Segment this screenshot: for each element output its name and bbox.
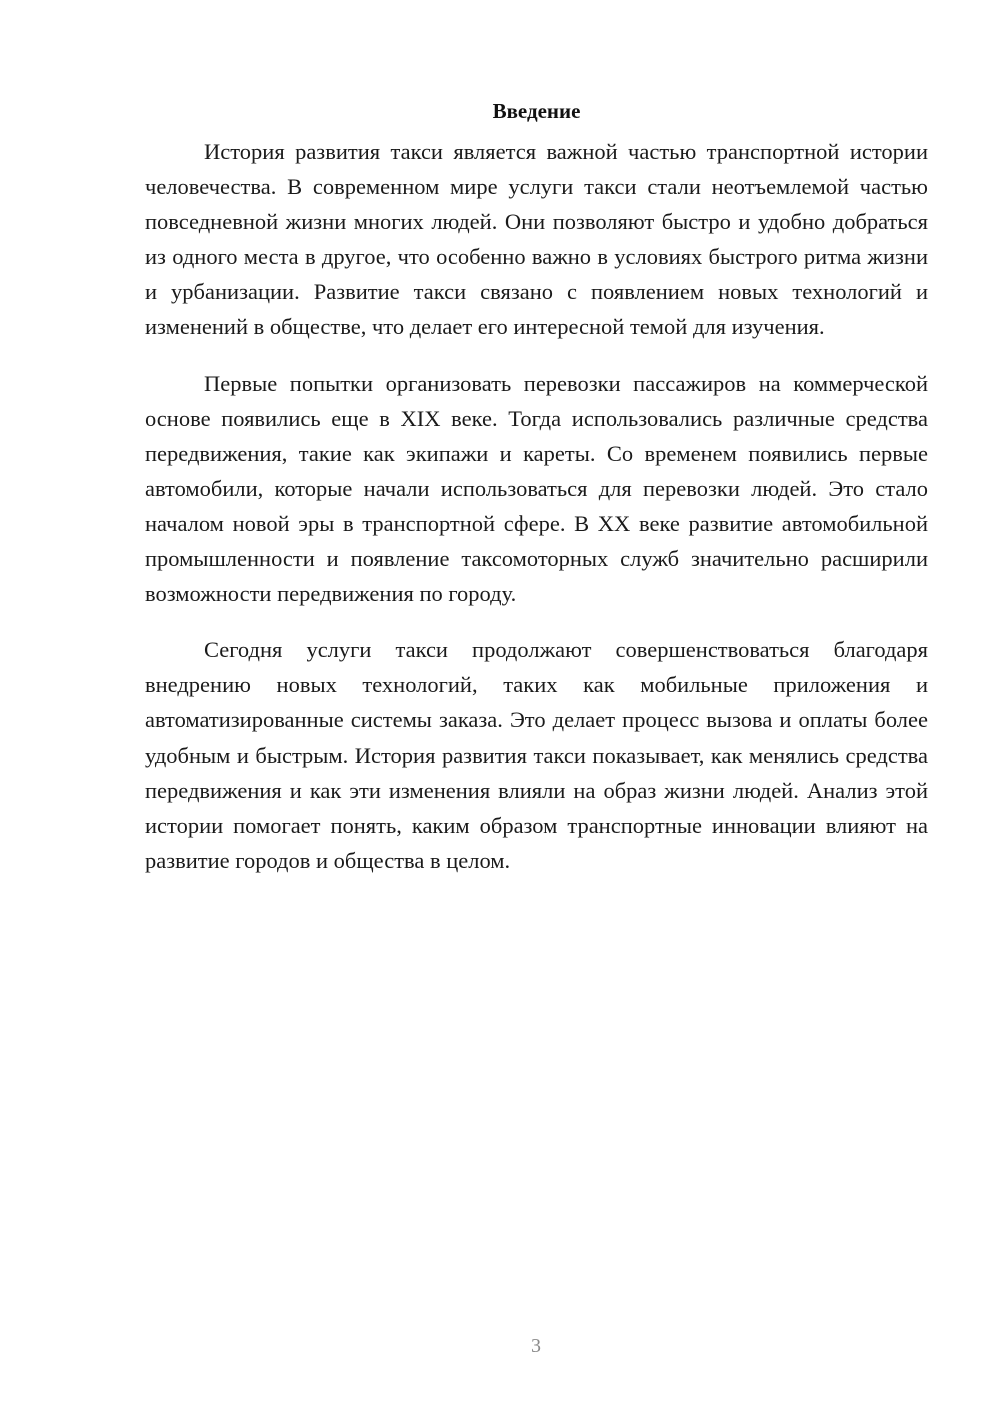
section-heading: Введение [492, 99, 581, 123]
paragraph-1: История развития такси является важной частью транспортной истории человечества. В современном мире услуги такси стали неотъемлемой частью повседневной жизни многих людей. Они позволяют быстро и удобно добраться из одного места в другое, что особенно важно в условиях быстрого ритма жизни и урбанизации. Развитие такси связано с появлением новых технологий и изменений в обществе, что делает его интересной темой для изучения. [145, 139, 928, 340]
page-content [145, 96, 928, 878]
paragraph-3: Сегодня услуги такси продолжают совершенствоваться благодаря внедрению новых технологий, таких как мобильные приложения и автоматизированные системы заказа. Это делает процесс вызова и оплаты более удобным и быстрым. История развития такси показывает, как менялись средства передвижения и как эти изменения влияли на образ жизни людей. Анализ этой истории помогает понять, каким образом транспортные инновации влияют на развитие городов и общества в целом. [145, 637, 928, 873]
page-number: 3 [531, 1335, 541, 1357]
paragraph-2: Первые попытки организовать перевозки пассажиров на коммерческой основе появились еще в XIX веке. Тогда использовались различные средства передвижения, такие как экипажи и кареты. Со временем появились первые автомобили, которые начали использоваться для перевозки людей. Это стало началом новой эры в транспортной сфере. В XX веке развитие автомобильной промышленности и появление таксомоторных служб значительно расширили возможности передвижения по городу. [145, 370, 928, 607]
